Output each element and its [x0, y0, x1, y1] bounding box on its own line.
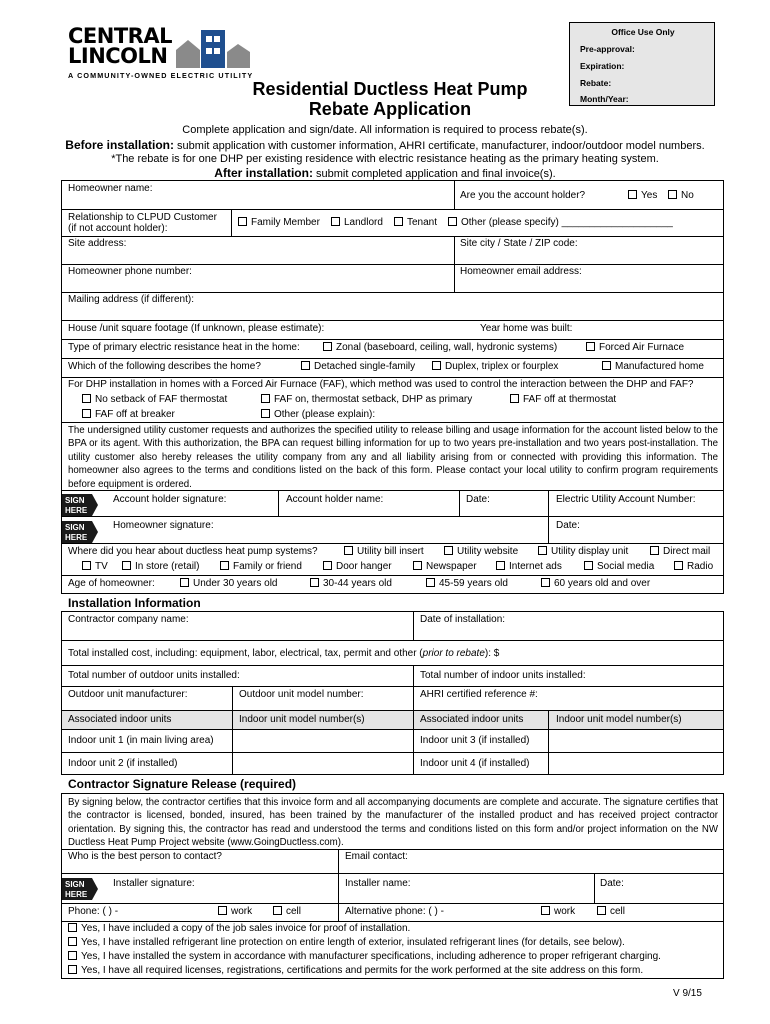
faf-other-label: Other (please explain): — [274, 409, 376, 420]
work-label: work — [231, 906, 253, 917]
check-invoice[interactable] — [68, 923, 410, 935]
website-label: Utility website — [457, 546, 519, 557]
specifications-checkbox[interactable] — [68, 951, 77, 960]
hear-door-hanger[interactable] — [323, 561, 392, 573]
account-holder-question: Are you the account holder? — [460, 190, 586, 201]
ahri-label: AHRI certified reference #: — [420, 689, 538, 700]
faf-question: For DHP installation in homes with a Forced Air Furnace (FAF), which method was used to control the interaction between the DHP and FAF? — [68, 379, 694, 390]
invoice-checkbox[interactable] — [68, 923, 77, 932]
age-45-59-label: 45-59 years old — [439, 578, 508, 589]
svg-text:HERE: HERE — [65, 890, 88, 899]
tenant-checkbox[interactable] — [394, 217, 403, 226]
faf-off-breaker-label: FAF off at breaker — [95, 409, 175, 420]
site-city-label: Site city / State / ZIP code: — [460, 238, 578, 249]
door-hanger-label: Door hanger — [336, 561, 392, 572]
svg-text:SIGN: SIGN — [65, 880, 85, 889]
best-person-label: Who is the best person to contact? — [68, 851, 222, 862]
social-checkbox[interactable] — [584, 561, 593, 570]
intro-after — [0, 166, 770, 180]
logo — [62, 24, 258, 84]
indoor-unit-2-label: Indoor unit 2 (if installed) — [68, 758, 178, 769]
alt-work-label: work — [554, 906, 576, 917]
work-checkbox[interactable] — [218, 906, 227, 915]
total-cost-label — [68, 648, 499, 660]
phone-field[interactable]: Phone: ( ) - — [68, 906, 119, 917]
logo-line2: LINCOLN — [68, 44, 168, 68]
direct-mail-checkbox[interactable] — [650, 546, 659, 555]
indoor-model-label-2: Indoor unit model number(s) — [556, 714, 682, 725]
intro-note: *The rebate is for one DHP per existing residence with electric resistance heating as the primary heating system. — [111, 153, 659, 165]
svg-text:HERE: HERE — [65, 506, 88, 515]
alt-cell-checkbox[interactable] — [597, 906, 606, 915]
outdoor-mfr-label: Outdoor unit manufacturer: — [68, 689, 188, 700]
line-protection-checkbox[interactable] — [68, 937, 77, 946]
expiration-field[interactable]: Expiration: — [580, 61, 625, 71]
logo-line1: CENTRAL — [68, 24, 172, 48]
hear-radio[interactable] — [674, 561, 713, 573]
intro-line1: Complete application and sign/date. All information is required to process rebate(s). — [182, 124, 588, 136]
sqft-label: House /unit square footage (If unknown, please estimate): — [68, 323, 325, 334]
display-checkbox[interactable] — [538, 546, 547, 555]
homeowner-date-label: Date: — [556, 520, 580, 531]
door-hanger-checkbox[interactable] — [323, 561, 332, 570]
bill-insert-label: Utility bill insert — [357, 546, 424, 557]
install-date-label: Date of installation: — [420, 614, 506, 625]
invoice-label: Yes, I have included a copy of the job sales invoice for proof of installation. — [81, 923, 411, 934]
svg-text:HERE: HERE — [65, 533, 88, 542]
form-title-line2: Rebate Application — [308, 99, 472, 119]
indoor-total-label: Total number of indoor units installed: — [420, 670, 586, 681]
installer-name-label: Installer name: — [345, 878, 411, 889]
svg-text:SIGN: SIGN — [65, 523, 85, 532]
contractor-certification-text: By signing below, the contractor certifies that this invoice form and all accompanying documents are complete and accurate. The signature certifies that the contractor is licensed, bonded, insured, has been trained by the manufacturer of the installed product and has received project contractor orientation. By signing this, the contractor has read and understood the terms and conditions listed on this form and/or project information on the NW Ductless Heat Pump Project website (www.GoingDuctless.com). — [68, 797, 718, 849]
total-cost-text-a: Total installed cost, including: equipment, labor, electrical, tax, permit and other ( — [68, 648, 423, 659]
home-duplex[interactable] — [432, 361, 558, 373]
account-date-label: Date: — [466, 494, 490, 505]
line-protection-label: Yes, I have installed refrigerant line protection on entire length of exterior, insulated refrigerant lines (for details, see below). — [81, 937, 625, 948]
tv-label: TV — [95, 561, 108, 572]
faf-off-thermostat-label: FAF off at thermostat — [523, 394, 617, 405]
under-30-label: Under 30 years old — [193, 578, 278, 589]
landlord-checkbox[interactable] — [331, 217, 340, 226]
age-45-59[interactable] — [426, 578, 508, 590]
age-30-44[interactable] — [310, 578, 392, 590]
relationship-label-1: Relationship to CLPUD Customer — [68, 212, 217, 223]
detached-label: Detached single-family — [314, 361, 416, 372]
newspaper-label: Newspaper — [426, 561, 477, 572]
after-installation-text: submit completed application and final invoice(s). — [312, 168, 556, 180]
assoc-units-label-1: Associated indoor units — [68, 714, 172, 725]
check-specifications[interactable] — [68, 951, 661, 963]
indoor-unit-4-label: Indoor unit 4 (if installed) — [420, 758, 530, 769]
installer-signature-label: Installer signature: — [113, 878, 195, 889]
age-45-59-checkbox[interactable] — [426, 578, 435, 587]
hear-tv[interactable] — [82, 561, 108, 573]
hear-direct-mail[interactable] — [650, 546, 710, 558]
faf-checkbox[interactable] — [586, 342, 595, 351]
age-30-44-checkbox[interactable] — [310, 578, 319, 587]
age-under-30[interactable] — [180, 578, 278, 590]
check-licenses[interactable] — [68, 965, 643, 977]
relationship-label-2: (if not account holder): — [68, 223, 168, 234]
home-manufactured[interactable] — [602, 361, 704, 373]
yes-checkbox[interactable] — [628, 190, 637, 199]
alt-phone-work[interactable] — [541, 906, 575, 918]
faf-other[interactable] — [261, 409, 375, 421]
indoor-unit-3-label: Indoor unit 3 (if installed) — [420, 735, 530, 746]
authorization-text: The undersigned utility customer requests and authorizes the specified utility to release billing and usage information for the account listed below to the BPA or its agent. With this authorization, the BPA can request billing information for up to two years pre-installation and two years post-installation. The utility customer also hereby releases the utility company from any and all liability arising from or connected with providing this information. The homeowner also agrees to the terms and conditions listed on the back of this form. Please contact your local utility to confirm program requirements before equipment is ordered. — [68, 425, 718, 490]
hear-internet[interactable] — [496, 561, 562, 573]
newspaper-checkbox[interactable] — [413, 561, 422, 570]
licenses-label: Yes, I have all required licenses, registrations, certifications and permits for the work performed at the site address on this form. — [81, 965, 644, 976]
radio-checkbox[interactable] — [674, 561, 683, 570]
zonal-label: Zonal (baseboard, ceiling, wall, hydronic systems) — [336, 342, 558, 353]
total-cost-prior: prior to rebate — [422, 648, 485, 659]
no-setback-label: No setback of FAF thermostat — [95, 394, 228, 405]
alt-phone-field[interactable]: Alternative phone: ( ) - — [345, 906, 444, 917]
home-desc-label: Which of the following describes the home? — [68, 361, 261, 372]
alt-phone-cell[interactable] — [597, 906, 625, 918]
year-built-label: Year home was built: — [480, 323, 573, 334]
tv-checkbox[interactable] — [82, 561, 91, 570]
indoor-model-label-1: Indoor unit model number(s) — [239, 714, 365, 725]
faf-label: Forced Air Furnace — [599, 342, 685, 353]
contractor-company-label: Contractor company name: — [68, 614, 189, 625]
family-label: Family or friend — [233, 561, 302, 572]
homeowner-name-label: Homeowner name: — [68, 183, 153, 194]
rel-other[interactable] — [448, 217, 673, 229]
installation-heading: Installation Information — [68, 596, 201, 610]
family-checkbox[interactable] — [220, 561, 229, 570]
age-60-checkbox[interactable] — [541, 578, 550, 587]
preapproval-field[interactable]: Pre-approval: — [580, 44, 635, 54]
svg-text:SIGN: SIGN — [65, 496, 85, 505]
faf-no-setback[interactable] — [82, 394, 227, 406]
no-checkbox[interactable] — [668, 190, 677, 199]
before-installation-text: submit application with customer information, AHRI certificate, manufacturer, indoor/outdoor model numbers. — [173, 140, 705, 152]
yes-label: Yes — [641, 190, 658, 201]
hear-display[interactable] — [538, 546, 628, 558]
faf-off-thermostat[interactable] — [510, 394, 616, 406]
heat-faf[interactable] — [586, 342, 684, 354]
social-label: Social media — [597, 561, 655, 572]
version-label: V 9/15 — [673, 988, 702, 999]
internet-checkbox[interactable] — [496, 561, 505, 570]
homeowner-signature-label: Homeowner signature: — [113, 520, 214, 531]
hear-bill-insert[interactable] — [344, 546, 424, 558]
mailing-label: Mailing address (if different): — [68, 294, 194, 305]
detached-checkbox[interactable] — [301, 361, 310, 370]
account-holder-name-label: Account holder name: — [286, 494, 384, 505]
faf-on-checkbox[interactable] — [261, 394, 270, 403]
email-contact-label: Email contact: — [345, 851, 408, 862]
direct-mail-label: Direct mail — [663, 546, 711, 557]
hear-website[interactable] — [444, 546, 518, 558]
account-number-label: Electric Utility Account Number: — [556, 494, 696, 505]
logo-tagline: A COMMUNITY-OWNED ELECTRIC UTILITY — [68, 71, 254, 80]
internet-label: Internet ads — [509, 561, 562, 572]
under-30-checkbox[interactable] — [180, 578, 189, 587]
home-detached[interactable] — [301, 361, 415, 373]
no-label: No — [681, 190, 694, 201]
radio-label: Radio — [687, 561, 714, 572]
after-installation-label: After installation: — [214, 166, 313, 180]
cell-checkbox[interactable] — [273, 906, 282, 915]
family-member-label: Family Member — [251, 217, 320, 228]
licenses-checkbox[interactable] — [68, 965, 77, 974]
hear-social[interactable] — [584, 561, 654, 573]
other-label: Other (please specify) ____________________ — [461, 217, 673, 228]
zonal-checkbox[interactable] — [323, 342, 332, 351]
tenant-label: Tenant — [407, 217, 438, 228]
heat-zonal[interactable] — [323, 342, 557, 354]
assoc-units-label-2: Associated indoor units — [420, 714, 524, 725]
form-title-line1: Residential Ductless Heat Pump — [252, 79, 528, 99]
specifications-label: Yes, I have installed the system in accordance with manufacturer specifications, including adherence to proper refrigerant charging. — [81, 951, 661, 962]
installer-date-label: Date: — [600, 878, 624, 889]
contractor-sig-heading: Contractor Signature Release (required) — [68, 777, 297, 791]
before-installation-label: Before installation: — [65, 138, 174, 152]
faf-other-checkbox[interactable] — [261, 409, 270, 418]
alt-cell-label: cell — [610, 906, 626, 917]
phone-label: Homeowner phone number: — [68, 266, 192, 277]
family-member-checkbox[interactable] — [238, 217, 247, 226]
alt-work-checkbox[interactable] — [541, 906, 550, 915]
sign-here-icon — [62, 494, 98, 516]
phone-work[interactable] — [218, 906, 252, 918]
account-holder-no[interactable] — [668, 190, 694, 202]
faf-on-label: FAF on, thermostat setback, DHP as primary — [274, 394, 473, 405]
duplex-label: Duplex, triplex or fourplex — [445, 361, 559, 372]
bill-insert-checkbox[interactable] — [344, 546, 353, 555]
faf-on-setback[interactable] — [261, 394, 472, 406]
age-60-label: 60 years old and over — [554, 578, 651, 589]
hear-store[interactable] — [122, 561, 199, 573]
outdoor-model-label: Outdoor unit model number: — [239, 689, 364, 700]
website-checkbox[interactable] — [444, 546, 453, 555]
display-label: Utility display unit — [551, 546, 629, 557]
faf-off-breaker[interactable] — [82, 409, 175, 421]
age-60-over[interactable] — [541, 578, 650, 590]
sign-here-icon — [62, 521, 98, 543]
heat-type-label: Type of primary electric resistance heat in the home: — [68, 342, 300, 353]
rel-tenant[interactable] — [394, 217, 437, 229]
manufactured-checkbox[interactable] — [602, 361, 611, 370]
landlord-label: Landlord — [344, 217, 383, 228]
office-use-heading: Office Use Only — [611, 27, 675, 37]
faf-off-thermostat-checkbox[interactable] — [510, 394, 519, 403]
check-line-protection[interactable] — [68, 937, 625, 949]
hear-family[interactable] — [220, 561, 302, 573]
month-year-field[interactable]: Month/Year: — [580, 94, 629, 104]
phone-cell[interactable] — [273, 906, 301, 918]
outdoor-total-label: Total number of outdoor units installed: — [68, 670, 240, 681]
account-holder-signature-label: Account holder signature: — [113, 494, 227, 505]
sign-here-icon — [62, 878, 98, 900]
house-icon — [170, 26, 254, 70]
age-question: Age of homeowner: — [68, 578, 155, 589]
rel-family-member[interactable] — [238, 217, 320, 229]
indoor-unit-1-label: Indoor unit 1 (in main living area) — [68, 735, 214, 746]
duplex-checkbox[interactable] — [432, 361, 441, 370]
email-label: Homeowner email address: — [460, 266, 582, 277]
other-checkbox[interactable] — [448, 217, 457, 226]
manufactured-label: Manufactured home — [615, 361, 704, 372]
site-address-label: Site address: — [68, 238, 127, 249]
account-holder-yes[interactable] — [628, 190, 657, 202]
rebate-field[interactable]: Rebate: — [580, 78, 612, 88]
rel-landlord[interactable] — [331, 217, 383, 229]
store-label: In store (retail) — [135, 561, 200, 572]
office-use-box — [569, 22, 715, 106]
no-setback-checkbox[interactable] — [82, 394, 91, 403]
store-checkbox[interactable] — [122, 561, 131, 570]
intro-before — [0, 138, 770, 152]
hear-question: Where did you hear about ductless heat pump systems? — [68, 546, 318, 557]
total-cost-text-b: ): $ — [484, 648, 500, 659]
hear-newspaper[interactable] — [413, 561, 477, 573]
faf-off-breaker-checkbox[interactable] — [82, 409, 91, 418]
cell-label: cell — [286, 906, 302, 917]
age-30-44-label: 30-44 years old — [323, 578, 392, 589]
